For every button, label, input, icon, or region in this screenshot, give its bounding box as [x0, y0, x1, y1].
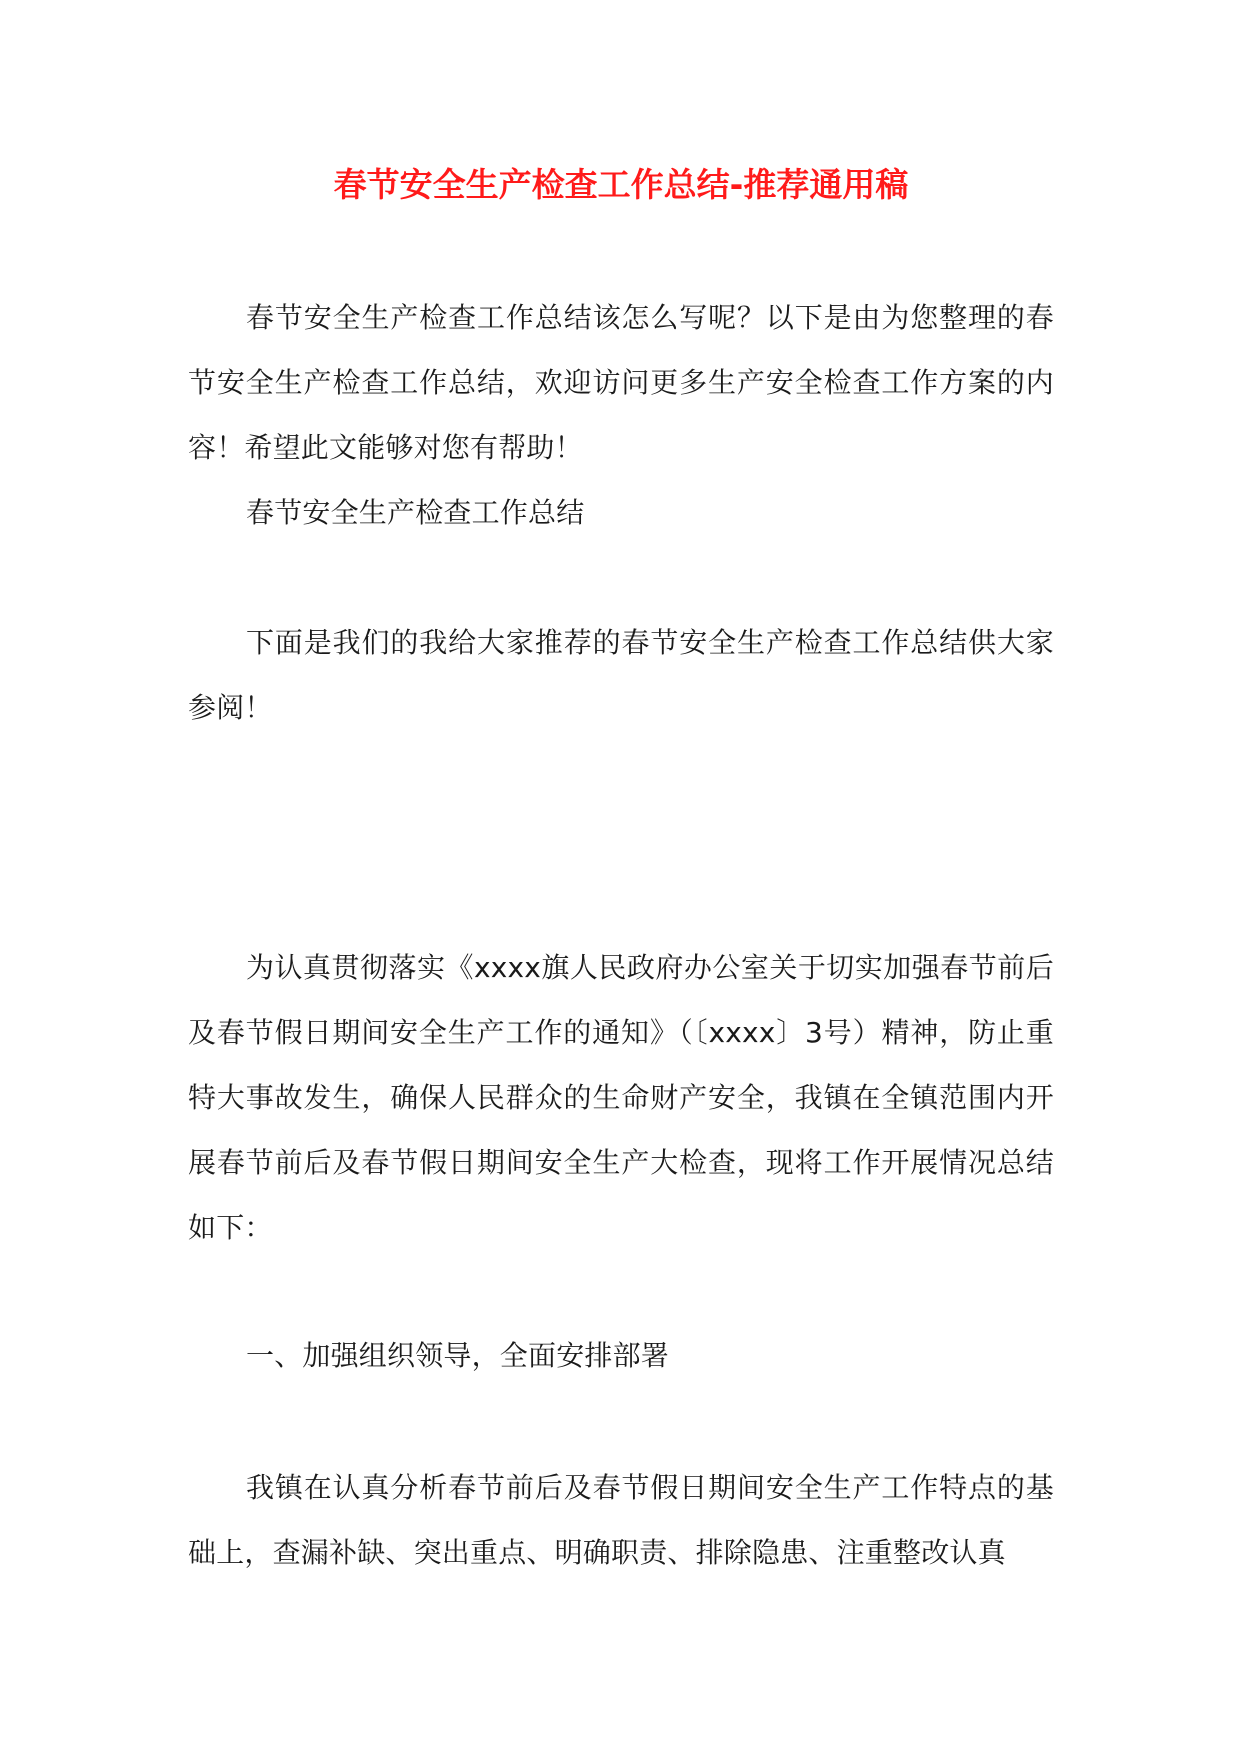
subtitle-paragraph: 春节安全生产检查工作总结	[246, 496, 585, 529]
body-paragraph-continued: 我镇在认真分析春节前后及春节假日期间安全生产工作特点的基础上，查漏补缺、突出重点、明确职责、排除隐患、注重整改认真	[188, 1471, 1054, 1569]
body-paragraph: 为认真贯彻落实《xxxx旗人民政府办公室关于切实加强春节前后及春节假日期间安全生产工作的通知》（〔xxxx〕3号）精神，防止重特大事故发生，确保人民群众的生命财产安全，我镇在全镇范围内开展春节前后及春节假日期间安全生产大检查，现将工作开展情况总结如下：	[188, 951, 1054, 1244]
intro-paragraph: 春节安全生产检查工作总结该怎么写呢？以下是由为您整理的春节安全生产检查工作总结，欢迎访问更多生产安全检查工作方案的内容！希望此文能够对您有帮助！	[188, 301, 1054, 464]
section-heading: 一、加强组织领导，全面安排部署	[246, 1339, 670, 1372]
document-title: 春节安全生产检查工作总结-推荐通用稿	[333, 165, 909, 204]
recommend-paragraph: 下面是我们的我给大家推荐的春节安全生产检查工作总结供大家参阅！	[188, 626, 1054, 724]
